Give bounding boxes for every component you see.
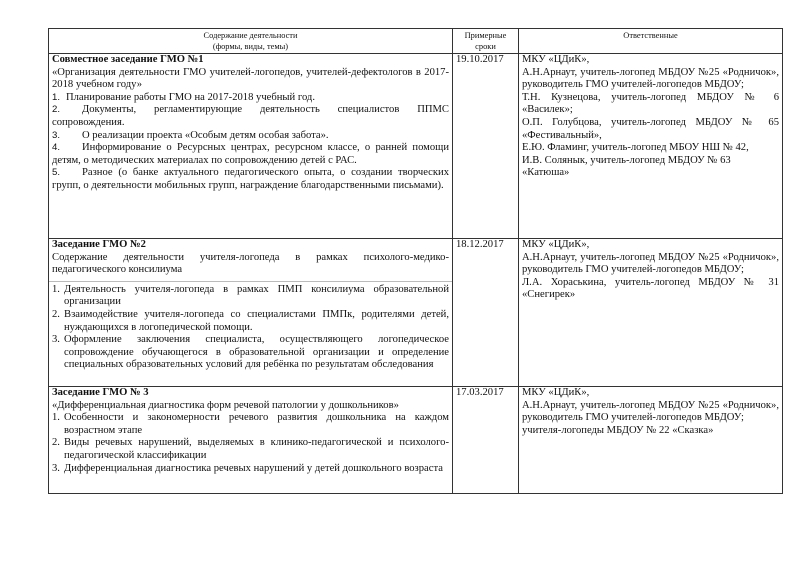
list-item: 5. Разное (о банке актуального педагогического опыта, о создании творческих групп, о деятельности мобильных групп, награждение благодарственными письмами). xyxy=(52,167,449,191)
list-item: 1. Особенности и закономерности речевого развития дошкольника на каждом возрастном этапе xyxy=(52,412,449,436)
list-item: 2. Документы, регламентирующие деятельность специалистов ППМС сопровождения. xyxy=(52,104,449,128)
list-item: 2. Взаимодействие учителя-логопеда со специалистами ПМПк, родителями детей, нуждающихся в логопедической помощи. xyxy=(52,308,449,333)
meeting-subtitle: Содержание деятельности учителя-логопеда в рамках психолого-медико-педагогического консилиума xyxy=(52,251,449,276)
meeting-date: 18.12.2017 xyxy=(453,239,519,387)
meeting-date: 19.10.2017 xyxy=(453,54,519,239)
list-item: 1. Планирование работы ГМО на 2017-2018 учебный год. xyxy=(52,91,315,103)
meeting-responsible: МКУ «ЦДиК», А.Н.Арнаут, учитель-логопед МБДОУ №25 «Родничок», руководитель ГМО учителей-логопедов МБДОУ; Л.А. Хораськина, учитель-логопед МБДОУ № 31 «Снегирек» xyxy=(519,239,783,387)
table-row xyxy=(49,239,783,387)
meeting-responsible: МКУ «ЦДиК», А.Н.Арнаут, учитель-логопед МБДОУ №25 «Родничок», руководитель ГМО учителей-логопедов МБДОУ; учителя-логопеды МБДОУ № 22 «Сказка» xyxy=(519,387,783,494)
list-item: 3. Оформление заключения специалиста, осуществляющего логопедическое сопровождение обучающегося в образовательной организации и определение специальных образовательных условий для ребёнка по результатам обследования xyxy=(52,334,449,371)
table-row xyxy=(49,387,783,494)
list-item: 1. Деятельность учителя-логопеда в рамках ПМП консилиума образовательной организации xyxy=(52,283,449,308)
header-dates: Примерные сроки xyxy=(453,29,519,54)
meeting-responsible: МКУ «ЦДиК», А.Н.Арнаут, учитель-логопед МБДОУ №25 «Родничок», руководитель ГМО учителей-логопедов МБДОУ; Т.Н. Кузнецова, учитель-логопед МБДОУ № 6 «Василек»; О.П. Голубцова, учитель-логопед МБДОУ № 65 «Фестивальный», Е.Ю. Фламинг, учитель-логопед МБОУ НШ № 42, И.В. Солянык, учитель-логопед МБДОУ № 63 «Катюша» xyxy=(519,54,783,239)
meeting-subtitle: «Дифференциальная диагностика форм речевой патологии у дошкольников» xyxy=(52,399,399,411)
table-row xyxy=(49,54,783,239)
list-item: 3. О реализации проекта «Особым детям особая забота». xyxy=(52,129,329,141)
header-content: Содержание деятельности (формы, виды, темы) xyxy=(49,29,453,54)
table-header-row xyxy=(49,29,783,54)
meeting-content xyxy=(49,239,453,387)
list-item: 3. Дифференциальная диагностика речевых нарушений у детей дошкольного возраста xyxy=(52,462,443,474)
header-responsible: Ответственные xyxy=(519,29,783,54)
divider xyxy=(49,281,452,282)
list-item: 4. Информирование о Ресурсных центрах, ресурсном классе, о ранней помощи детям, о методических материалах по сопровождению детей с РАС. xyxy=(52,142,449,166)
meeting-content xyxy=(49,54,453,239)
meeting-date: 17.03.2017 xyxy=(453,387,519,494)
meeting-title: Заседание ГМО № 3 xyxy=(52,387,149,398)
meetings-plan-table xyxy=(48,28,783,494)
meeting-title: Совместное заседание ГМО №1 xyxy=(52,54,204,65)
meeting-title: Заседание ГМО №2 xyxy=(52,239,146,250)
list-item: 2. Виды речевых нарушений, выделяемых в клинико-педагогической и психолого-педагогической классификации xyxy=(52,437,449,461)
meeting-subtitle: «Организация деятельности ГМО учителей-логопедов, учителей-дефектологов в 2017-2018 учебном году» xyxy=(52,66,449,91)
meeting-content xyxy=(49,387,453,494)
